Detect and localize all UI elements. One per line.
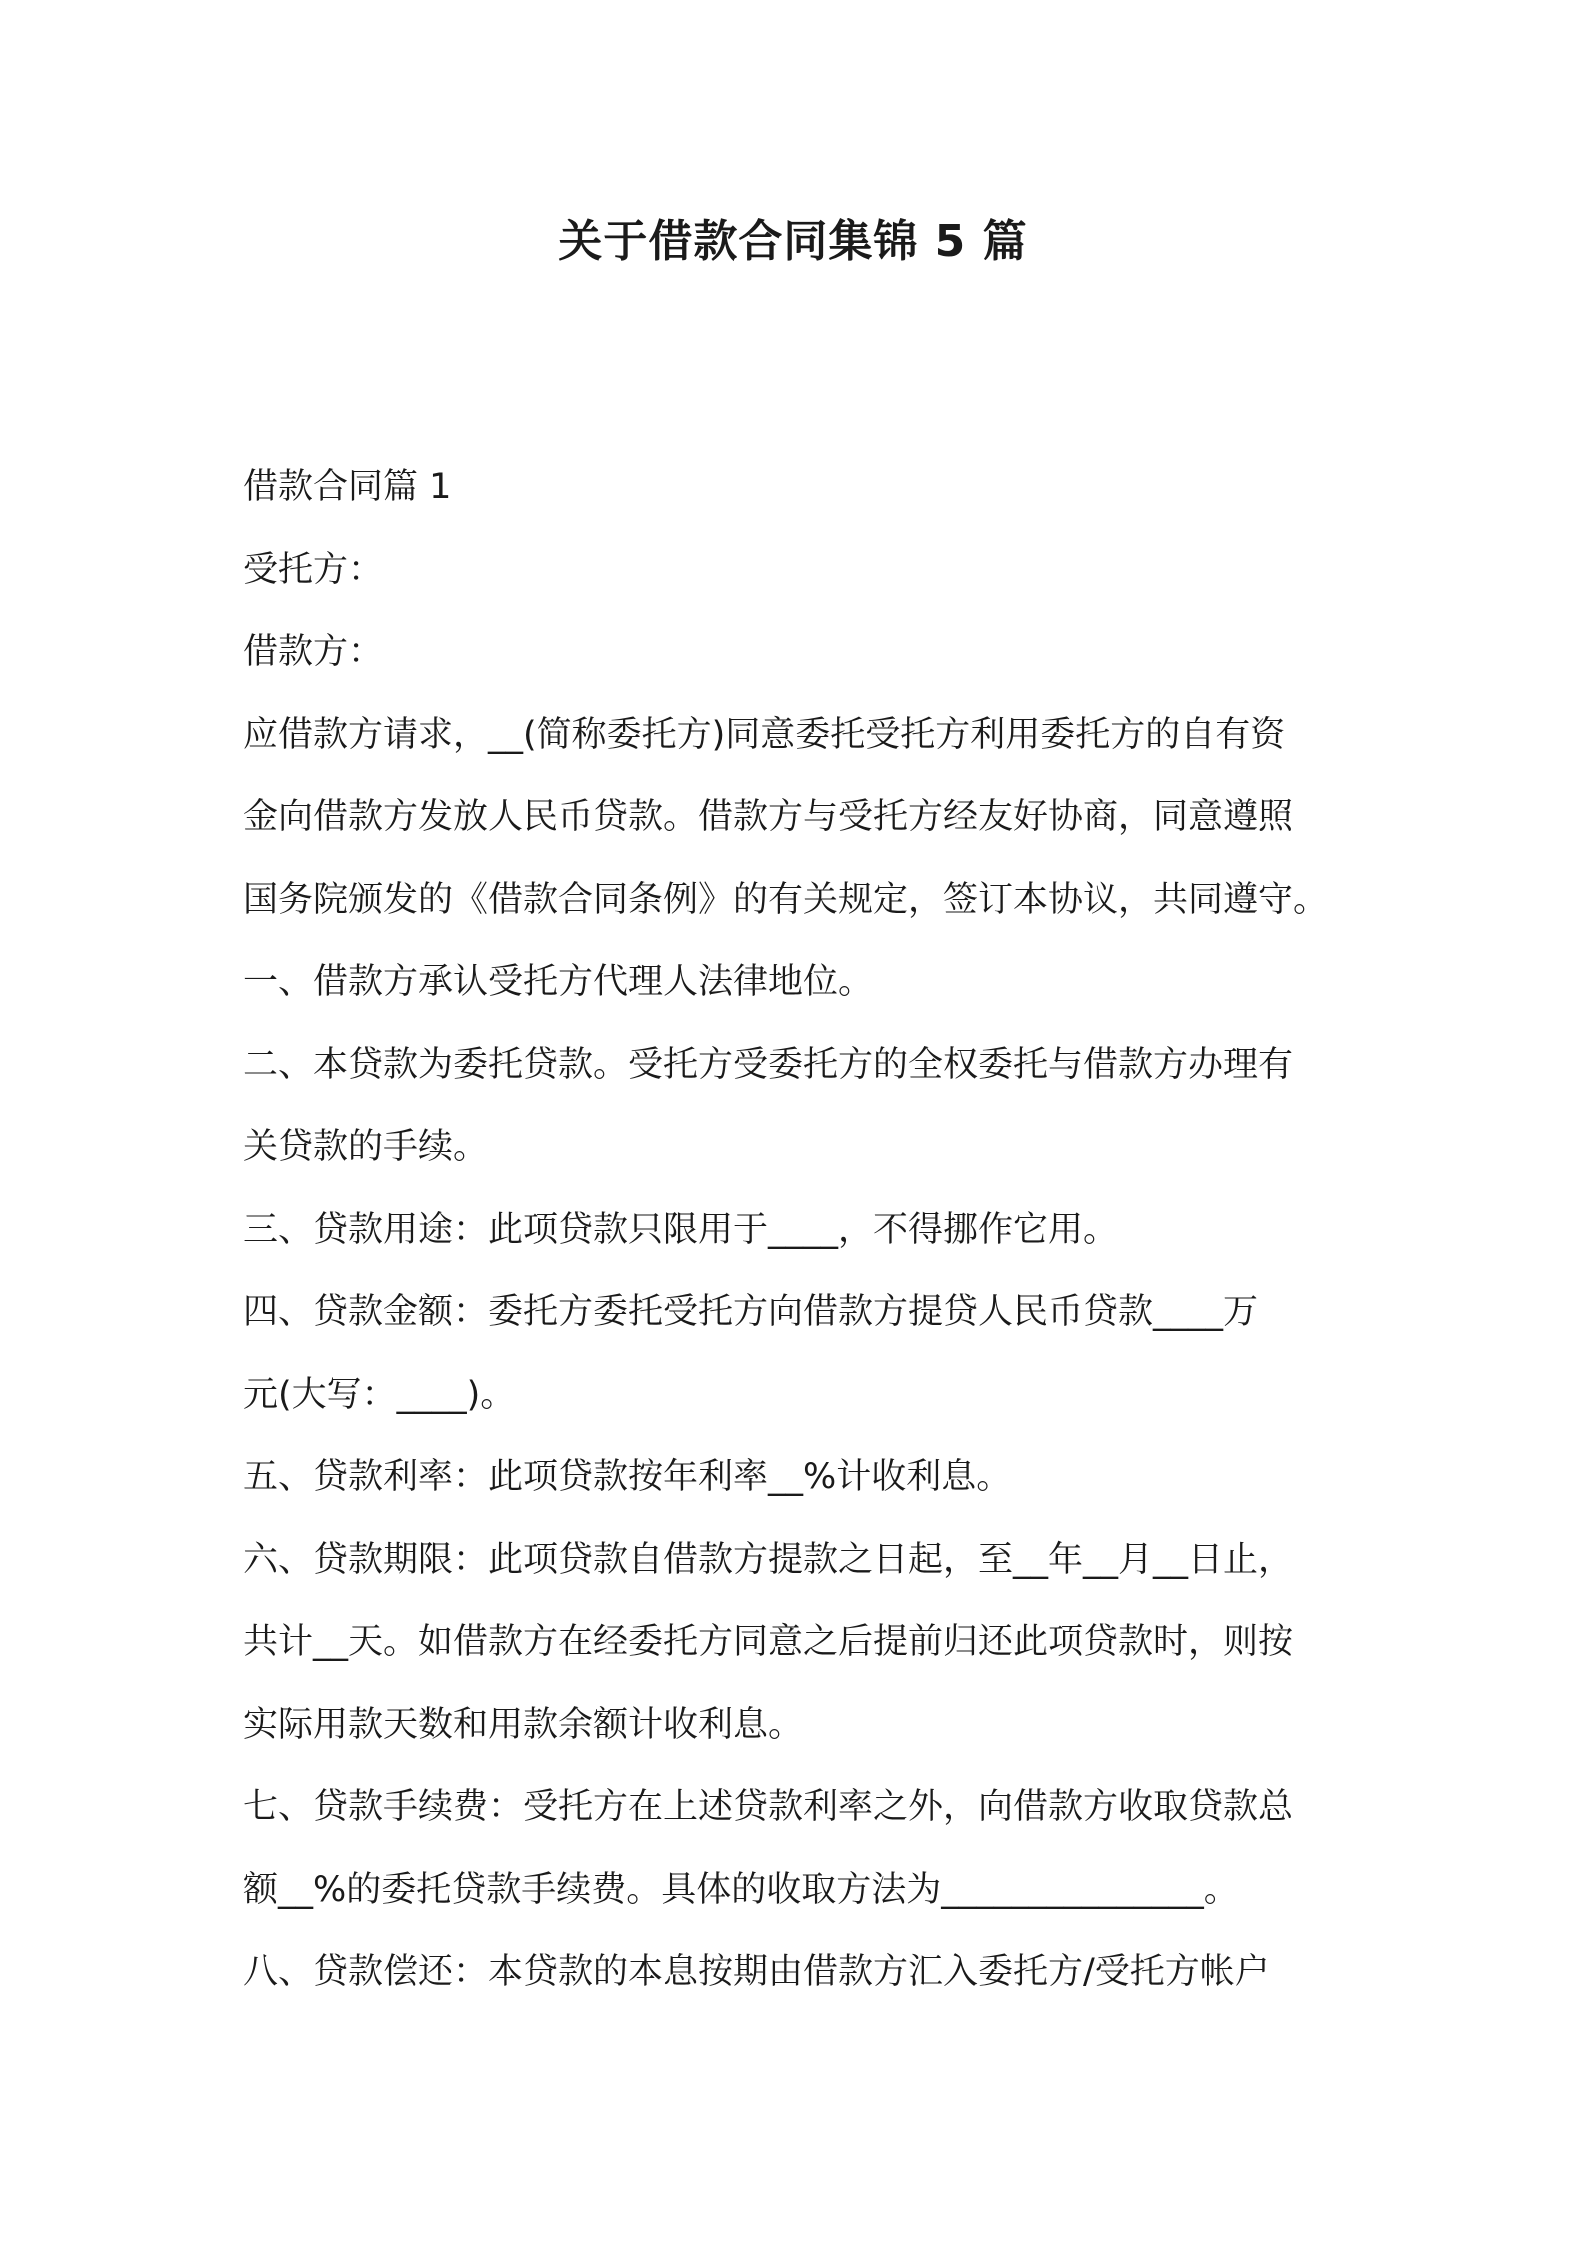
clause-line: 六、贷款期限：此项贷款自借款方提款之日起，至__年__月__日止， — [243, 1539, 1294, 1580]
borrower-line: 借款方： — [243, 632, 384, 672]
section-heading: 借款合同篇 1 — [243, 467, 452, 507]
clause-line: 八、贷款偿还：本贷款的本息按期由借款方汇入委托方/受托方帐户 — [243, 1952, 1270, 1992]
paragraph-line: 金向借款方发放人民币贷款。借款方与受托方经友好协商，同意遵照 — [243, 797, 1294, 837]
clause-line: 五、贷款利率：此项贷款按年利率__%计收利息。 — [243, 1457, 1012, 1497]
paragraph-line: 国务院颁发的《借款合同条例》的有关规定，签订本协议，共同遵守。 — [243, 879, 1329, 920]
clause-line: 四、贷款金额：委托方委托受托方向借款方提贷人民币贷款____万 — [243, 1292, 1259, 1332]
clause-line: 三、贷款用途：此项贷款只限用于____，不得挪作它用。 — [243, 1209, 1119, 1250]
clause-line: 一、借款方承认受托方代理人法律地位。 — [243, 962, 874, 1002]
clause-line: 实际用款天数和用款余额计收利息。 — [243, 1704, 804, 1745]
clause-line: 二、本贷款为委托贷款。受托方受委托方的全权委托与借款方办理有 — [243, 1044, 1294, 1085]
clause-line: 额__%的委托贷款手续费。具体的收取方法为_______________。 — [243, 1869, 1239, 1910]
paragraph-line: 应借款方请求，__(简称委托方)同意委托受托方利用委托方的自有资 — [243, 714, 1286, 755]
clause-line: 共计__天。如借款方在经委托方同意之后提前归还此项贷款时，则按 — [243, 1622, 1294, 1662]
clause-line: 关贷款的手续。 — [243, 1127, 489, 1167]
document-body — [243, 446, 1363, 2014]
clause-line: 七、贷款手续费：受托方在上述贷款利率之外，向借款方收取贷款总 — [243, 1787, 1294, 1827]
trustee-line: 受托方： — [243, 549, 384, 590]
document-title: 关于借款合同集锦 5 篇 — [558, 216, 1028, 267]
clause-line: 元(大写：____)。 — [243, 1374, 516, 1415]
